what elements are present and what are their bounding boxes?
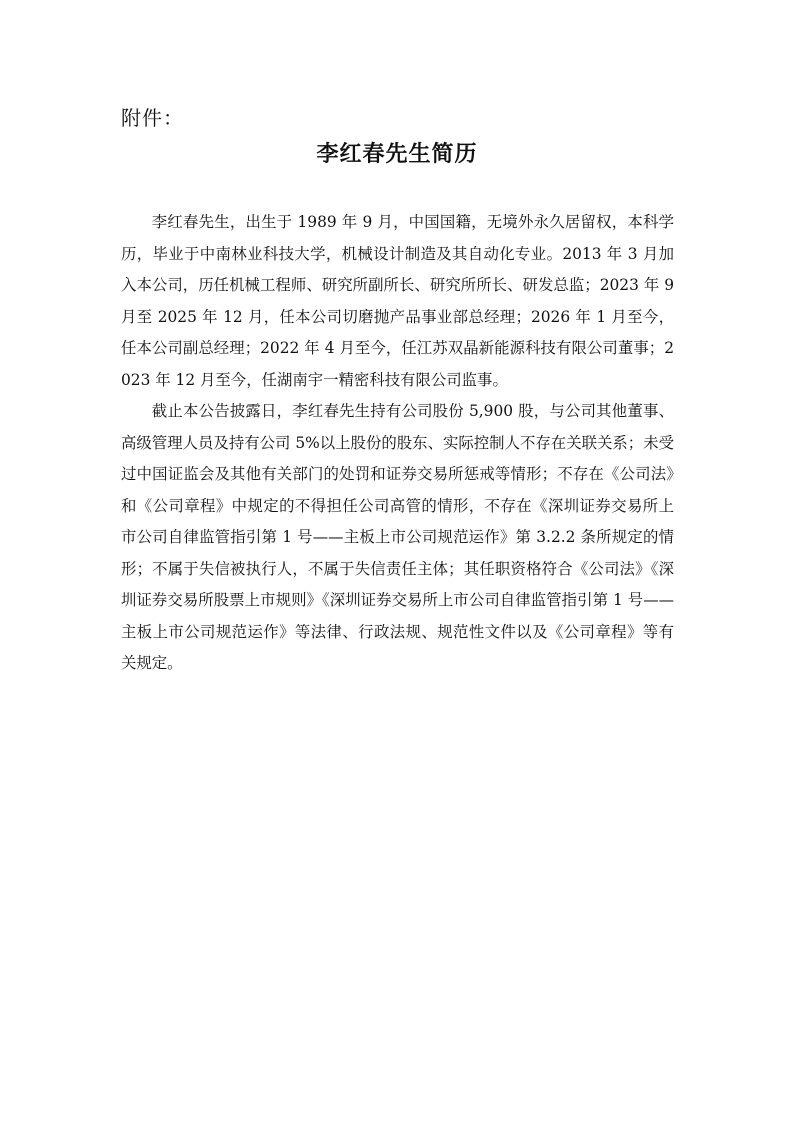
page-title: 李红春先生简历 (316, 142, 478, 167)
resume-body (121, 207, 674, 680)
shareholding-compliance-paragraph: 截止本公告披露日，李红春先生持有公司股份 5,900 股，与公司其他董事、高级管理人员及持有公司 5%以上股份的股东、实际控制人不存在关联关系；未受过中国证监会及其他有关部门的处罚和证券交易所惩戒等情形；不存在《公司法》和《公司章程》中规定的不得担任公司高管的情形，不存在《深圳证券交易所上市公司自律监管指引第 1 号——主板上市公司规范运作》第 3.2.2 条所规定的情形；不属于失信被执行人，不属于失信责任主体；其任职资格符合《公司法》《深圳证券交易所股票上市规则》《深圳证券交易所上市公司自律监管指引第 1 号——主板上市公司规范运作》等法律、行政法规、规范性文件以及《公司章程》等有关规定。 (121, 402, 674, 672)
biography-paragraph: 李红春先生，出生于 1989 年 9 月，中国国籍，无境外永久居留权，本科学历，毕业于中南林业科技大学，机械设计制造及其自动化专业。2013 年 3 月加入本公司，历任机械工程师、研究所副所长、研究所所长、研发总监；2023 年 9 月至 2025 年 12 月，任本公司切磨抛产品事业部总经理；2026 年 1 月至今，任本公司副总经理；2022 年 4 月至今，任江苏双晶新能源科技有限公司董事；2023 年 12 月至今，任湖南宇一精密科技有限公司监事。 (121, 213, 674, 389)
attachment-label: 附件： (121, 106, 184, 130)
